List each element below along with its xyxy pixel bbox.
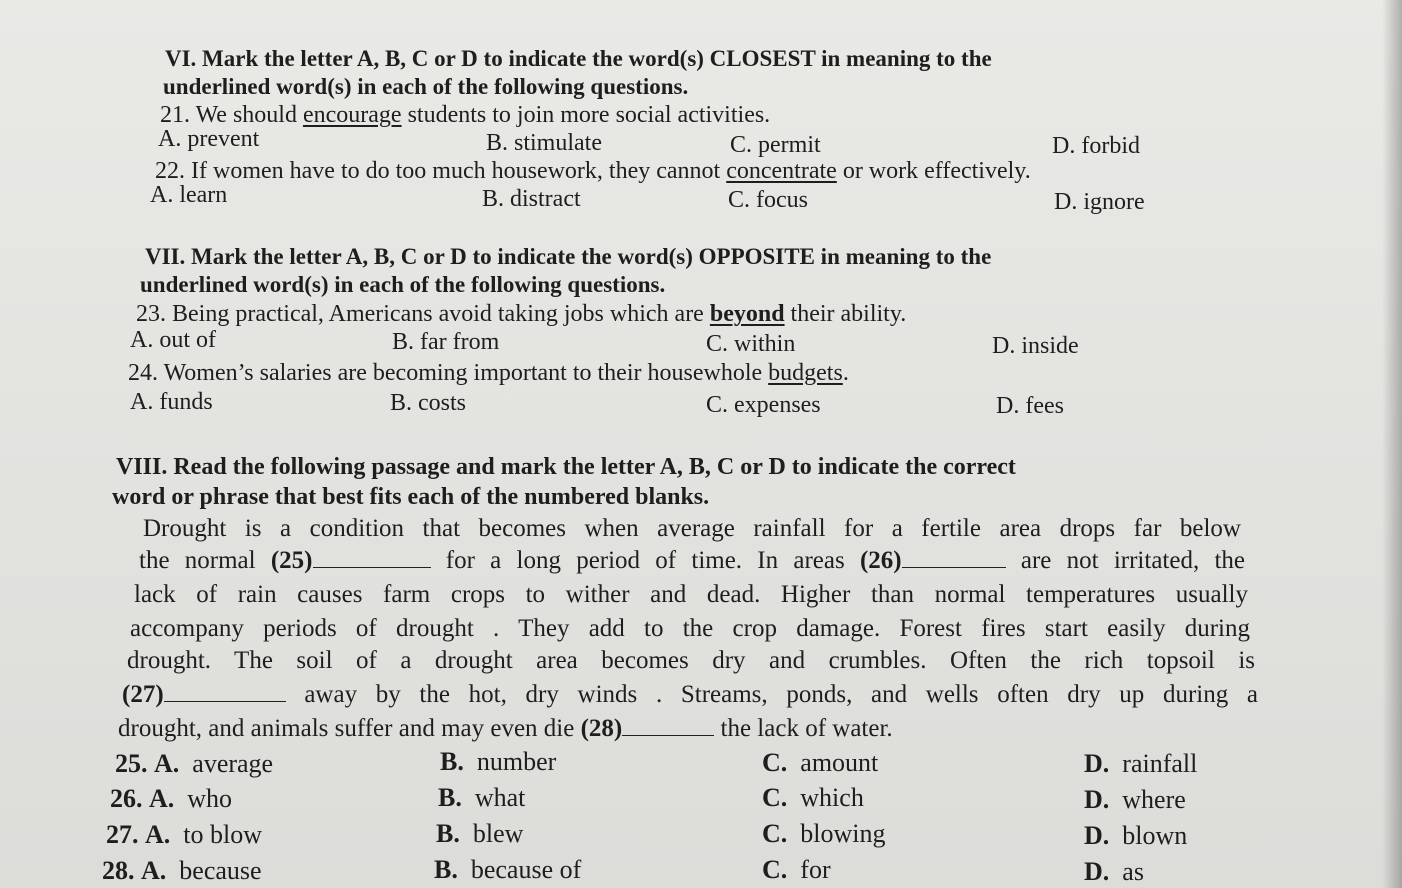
blank-27[interactable] [164, 699, 286, 702]
option-letter: A. [149, 784, 175, 813]
section6-heading-line1: VI. Mark the letter A, B, C or D to indicate the word(s) CLOSEST in meaning to the [165, 46, 992, 71]
option-text: amount [800, 748, 879, 777]
section7-heading-line2: underlined word(s) in each of the following questions. [140, 272, 666, 297]
q24-text-before: 24. Women’s salaries are becoming important to their housewhole [128, 360, 769, 386]
q28-option-a[interactable] [102, 855, 262, 887]
q26-option-b[interactable] [438, 782, 525, 814]
passage-line-5: drought. The soil of a drought area becomes dry and crumbles. Often the rich topsoil is [127, 647, 1255, 674]
q21-option-d[interactable]: D. forbid [1052, 133, 1140, 159]
q21-option-a[interactable]: A. prevent [158, 126, 260, 152]
option-text: as [1122, 857, 1144, 886]
option-text: average [192, 749, 274, 778]
q22-text-after: or work effectively. [836, 158, 1031, 184]
q23-option-c[interactable]: C. within [706, 331, 796, 357]
q22-option-a[interactable]: A. learn [150, 182, 228, 208]
passage-line-2b: for a long period of time. In areas [430, 547, 860, 574]
option-letter: A. [154, 749, 180, 778]
q27-option-d[interactable] [1084, 820, 1187, 852]
option-text: number [476, 747, 557, 776]
section8-heading-line2: word or phrase that best fits each of the numbered blanks. [112, 484, 710, 510]
q23-option-a[interactable]: A. out of [130, 327, 216, 353]
option-text: to blow [183, 820, 263, 849]
question-23 [136, 299, 906, 329]
option-letter: D. [1084, 785, 1110, 814]
option-letter: C. [762, 783, 788, 812]
q24-option-d[interactable]: D. fees [996, 393, 1064, 419]
blank-26-number: (26) [859, 547, 902, 574]
option-text: because of [470, 855, 582, 884]
blank-28[interactable] [622, 733, 714, 736]
passage-line-3: lack of rain causes farm crops to wither and dead. Higher than normal temperatures usually [134, 581, 1248, 608]
section6-heading-line2: underlined word(s) in each of the following questions. [163, 74, 689, 99]
q24-text-after: . [842, 360, 849, 386]
blank-26[interactable] [902, 565, 1006, 568]
q28-option-b[interactable] [434, 854, 581, 886]
q22-underlined-word: concentrate [726, 158, 837, 184]
option-letter: D. [1084, 857, 1110, 886]
q24-option-b[interactable]: B. costs [390, 390, 467, 416]
option-letter: B. [440, 747, 464, 776]
q23-text-before: 23. Being practical, Americans avoid taking jobs which are [136, 301, 710, 327]
q24-underlined-word: budgets [768, 360, 843, 386]
q24-option-a[interactable]: A. funds [130, 389, 213, 415]
q25-option-c[interactable] [762, 747, 878, 779]
passage-line-7b: the lack of water. [714, 715, 893, 742]
option-text: which [800, 783, 864, 812]
passage-line-7 [118, 714, 893, 744]
q22-option-d[interactable]: D. ignore [1054, 189, 1145, 215]
q26-option-a[interactable] [110, 783, 232, 815]
q23-option-d[interactable]: D. inside [992, 333, 1079, 359]
q26-option-c[interactable] [762, 782, 864, 814]
q21-option-b[interactable]: B. stimulate [486, 130, 602, 156]
option-text: blowing [800, 819, 886, 848]
q26-number: 26. [110, 784, 143, 813]
option-text: blown [1122, 821, 1188, 850]
option-text: because [179, 856, 262, 885]
q21-underlined-word: encourage [302, 102, 402, 128]
q21-text-before: 21. We should [160, 102, 303, 128]
option-letter: C. [762, 819, 788, 848]
q27-option-a[interactable] [106, 819, 262, 851]
q25-option-b[interactable] [440, 746, 556, 778]
option-letter: B. [436, 819, 460, 848]
option-text: where [1122, 785, 1186, 814]
q22-option-c[interactable]: C. focus [728, 187, 808, 213]
section8-heading-line1: VIII. Read the following passage and mark the letter A, B, C or D to indicate the correct [116, 454, 1016, 480]
option-text: rainfall [1122, 749, 1198, 778]
option-letter: D. [1084, 821, 1110, 850]
option-text: what [474, 783, 526, 812]
option-text: who [187, 784, 233, 813]
passage-line-6b: away by the hot, dry winds . Streams, ponds, and wells often dry up during a [285, 681, 1258, 708]
blank-25[interactable] [313, 565, 431, 568]
q28-option-d[interactable] [1084, 856, 1144, 888]
q25-option-d[interactable] [1084, 748, 1197, 780]
q25-number: 25. [115, 749, 148, 778]
q21-option-c[interactable]: C. permit [730, 132, 821, 158]
option-letter: B. [438, 783, 462, 812]
q21-text-after: students to join more social activities. [401, 102, 771, 128]
blank-25-number: (25) [270, 547, 313, 574]
q24-option-c[interactable]: C. expenses [706, 392, 821, 418]
q23-option-b[interactable]: B. far from [392, 329, 500, 355]
q28-option-c[interactable] [762, 854, 831, 886]
passage-line-1: Drought is a condition that becomes when average rainfall for a fertile area drops far below [143, 515, 1241, 542]
option-letter: A. [145, 820, 171, 849]
q28-number: 28. [102, 856, 135, 885]
passage-line-2c: are not irritated, the [1005, 547, 1245, 574]
question-22 [155, 156, 1031, 186]
passage-line-6 [122, 680, 1258, 710]
blank-27-number: (27) [122, 681, 164, 708]
q27-option-b[interactable] [436, 818, 523, 850]
section7-heading-line1: VII. Mark the letter A, B, C or D to indicate the word(s) OPPOSITE in meaning to the [145, 244, 992, 269]
passage-line-2 [139, 546, 1245, 576]
question-24 [128, 358, 849, 388]
option-letter: B. [434, 855, 458, 884]
option-letter: A. [141, 856, 167, 885]
q27-number: 27. [106, 820, 139, 849]
passage-line-4: accompany periods of drought . They add to the crop damage. Forest fires start easily during [130, 615, 1250, 642]
q26-option-d[interactable] [1084, 784, 1186, 816]
q22-text-before: 22. If women have to do too much housework, they cannot [155, 158, 727, 184]
passage-line-2a: the normal [139, 547, 271, 574]
option-text: blew [472, 819, 524, 848]
option-letter: C. [762, 855, 788, 884]
blank-28-number: (28) [580, 715, 623, 742]
q22-option-b[interactable]: B. distract [482, 186, 581, 212]
q27-option-c[interactable] [762, 818, 886, 850]
option-letter: C. [762, 748, 788, 777]
q25-option-a[interactable] [115, 748, 273, 780]
option-text: for [800, 855, 831, 884]
option-letter: D. [1084, 749, 1110, 778]
passage-line-7a: drought, and animals suffer and may even die [118, 715, 581, 742]
q23-text-after: their ability. [784, 301, 907, 327]
q23-underlined-word: beyond [709, 301, 785, 327]
